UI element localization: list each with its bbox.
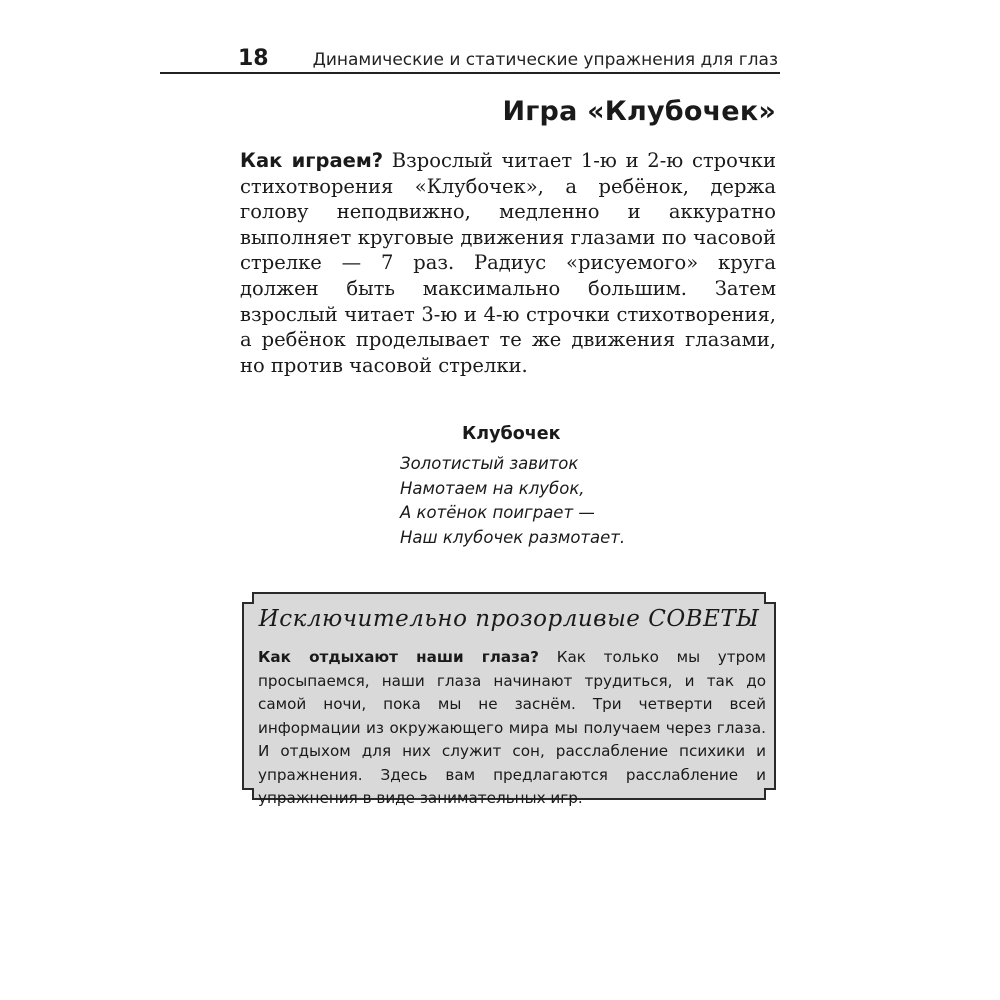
poem-line: Наш клубочек размотает. bbox=[400, 527, 626, 547]
poem-line: Намотаем на клубок, bbox=[400, 478, 585, 498]
page-number: 18 bbox=[238, 46, 269, 71]
section-title: Игра «Клубочек» bbox=[502, 96, 776, 127]
poem-line: А котёнок поиграет — bbox=[400, 503, 595, 522]
corner-ornament bbox=[242, 788, 254, 800]
instructions-text: Взрослый читает 1-ю и 2-ю строчки стихотворения «Клубочек», а ребёнок, держа голову неподвижно, медленно и аккуратно выполняет круговые движения глазами по часовой стрелке — 7 раз. Радиус «рисуемого» круга должен быть максимально большим. Затем взрослый читает 3-ю и 4-ю строчки стихотворения, а ребёнок проделывает те же движения глазами, но против часовой стрелки. bbox=[240, 149, 776, 377]
poem-title: Клубочек bbox=[462, 424, 561, 444]
instructions-lead: Как играем? bbox=[240, 149, 384, 172]
tip-paragraph bbox=[258, 646, 766, 811]
tip-box bbox=[242, 592, 776, 807]
poem-line: Золотистый завиток bbox=[400, 454, 579, 473]
tip-lead: Как отдыхают наши глаза? bbox=[258, 648, 539, 666]
tip-heading: Исключительно прозорливые СОВЕТЫ bbox=[258, 606, 760, 632]
running-title: Динамические и статические упражнения для глаз bbox=[312, 50, 778, 70]
corner-ornament bbox=[242, 592, 254, 604]
poem bbox=[400, 452, 625, 550]
header-rule bbox=[160, 72, 780, 74]
tip-text: Как только мы утром просыпаемся, наши глаза начинают трудиться, и так до самой ночи, пока мы не заснём. Три четверти всей информации из окружающего мира мы получаем через глаза. И отдыхом для них служит сон, расслабление психики и упражнения. Здесь вам предлагаются расслабление и упражнения в виде занимательных игр. bbox=[258, 648, 766, 807]
page-header bbox=[160, 42, 780, 72]
corner-ornament bbox=[764, 592, 776, 604]
instructions-paragraph bbox=[240, 148, 776, 378]
